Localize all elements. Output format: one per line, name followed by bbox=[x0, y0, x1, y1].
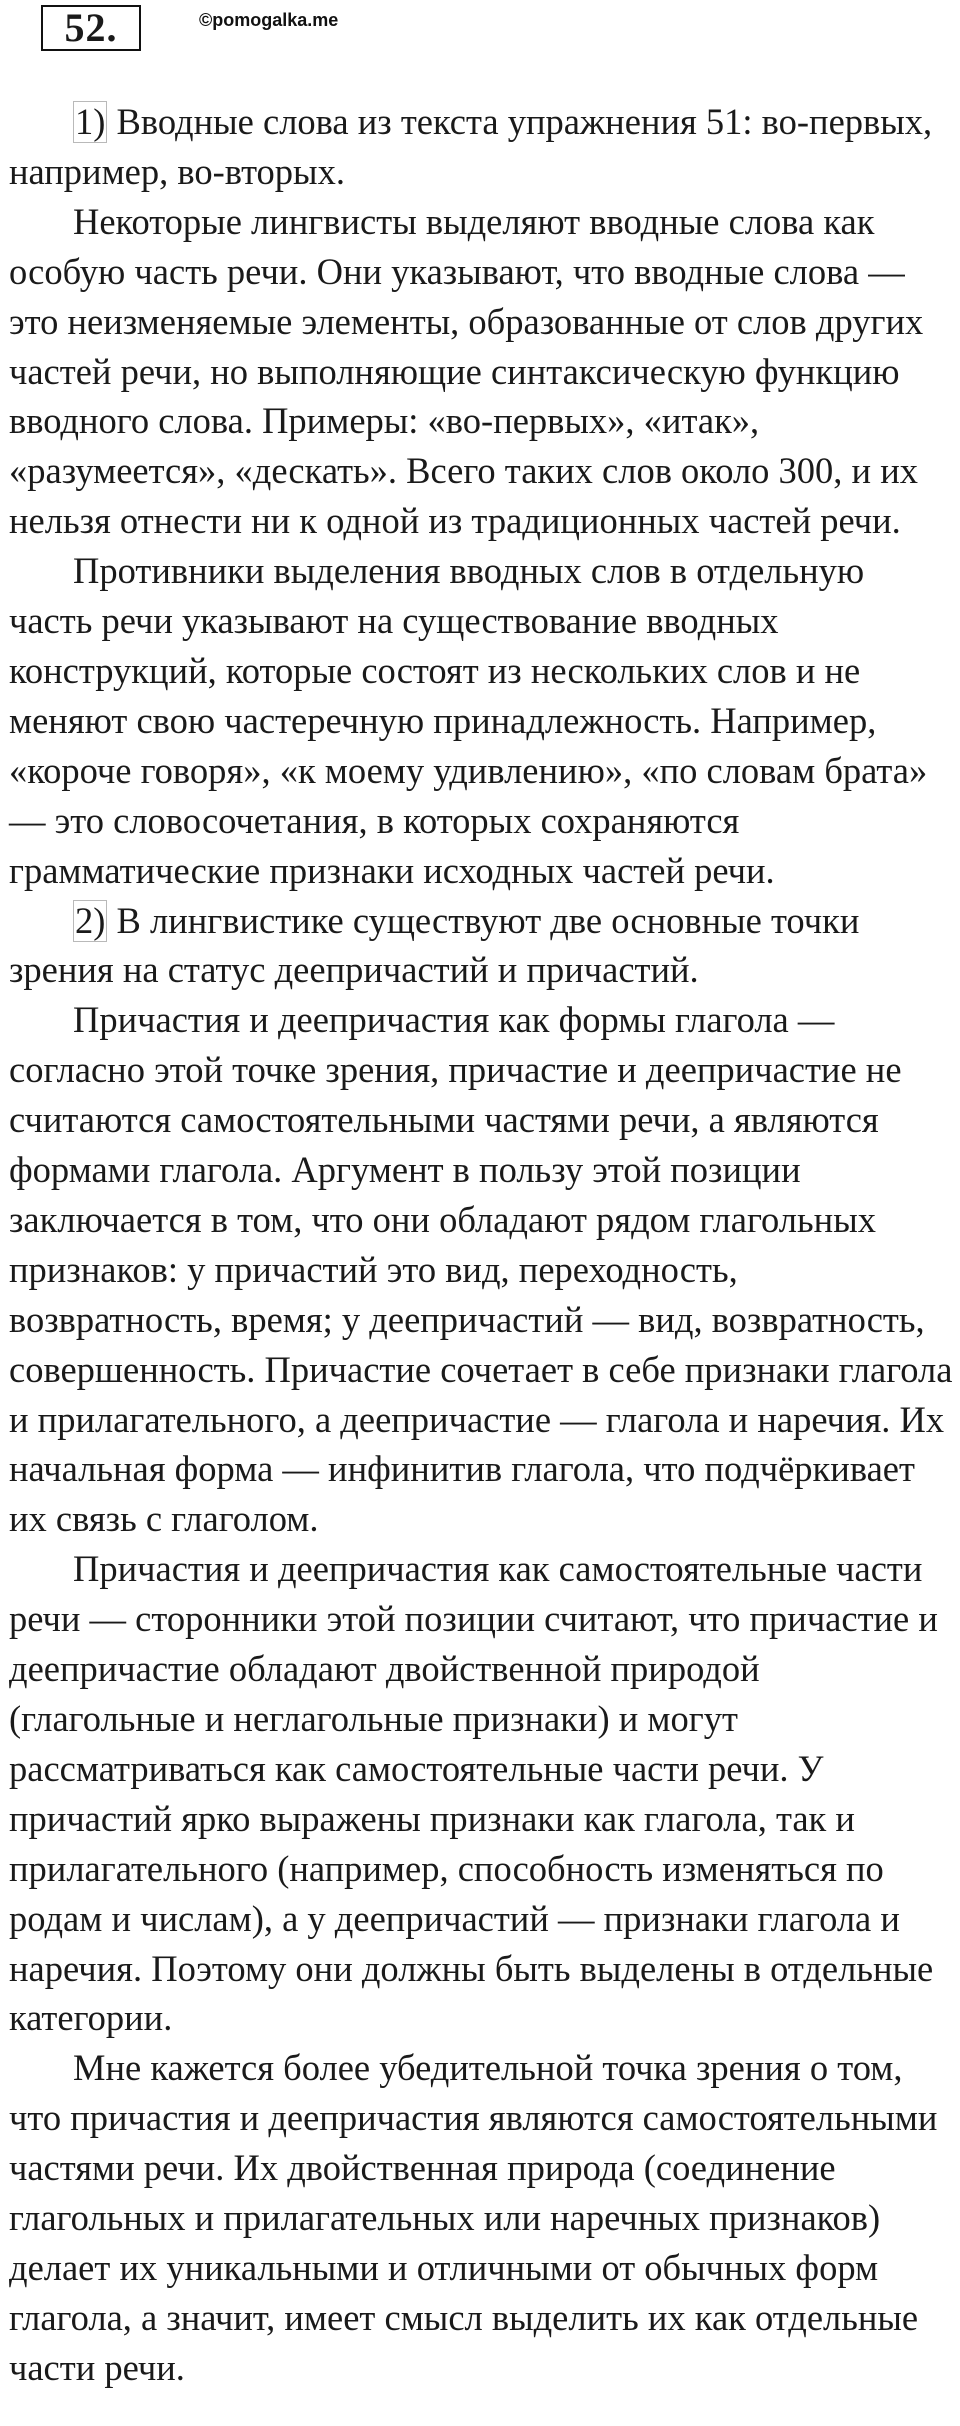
item-marker-2: 2) bbox=[75, 899, 106, 941]
watermark: ©pomogalka.me bbox=[199, 10, 339, 30]
paragraph-text: Причастия и деепричастия как самостоятельные части речи — сторонники этой позиции считают, что причастие и деепричастие обладают двойственной природой (глагольные и неглагольные признаки) и могут рассматриваться как самостоятельные части речи. У причастий ярко выражены признаки как глагола, так и прилагательного (например, способность изменяться по родам и числам), а у деепричастий — признаки глагола и наречия. Поэтому они должны быть выделены в отдельные категории. bbox=[9, 1548, 938, 2039]
paragraph-text: Вводные слова из текста упражнения 51: во-первых, например, во-вторых. bbox=[9, 101, 933, 192]
paragraph-7 bbox=[9, 2043, 954, 2392]
paragraph-2 bbox=[9, 197, 954, 546]
paragraph-text: В лингвистике существуют две основные точки зрения на статус деепричастий и причастий. bbox=[9, 899, 860, 991]
paragraph-text: Причастия и деепричастия как формы глагола — согласно этой точке зрения, причастие и деепричастие не считаются самостоятельными частями речи, а являются формами глагола. Аргумент в пользу этой позиции заключается в том, что они обладают рядом глагольных признаков: у причастий это вид, переходность, возвратность, время; у деепричастий — вид, возвратность, совершенность. Причастие сочетает в себе признаки глагола и прилагательного, а деепричастие — глагола и наречия. Их начальная форма — инфинитив глагола, что подчёркивает их связь с глаголом. bbox=[9, 999, 953, 1540]
paragraph-text: Некоторые лингвисты выделяют вводные слова как особую часть речи. Они указывают, что вводные слова — это неизменяемые элементы, образованные от слов других частей речи, но выполняющие синтаксическую функцию вводного слова. Примеры: «во-первых», «итак», «разумеется», «дескать». Всего таких слов около 300, и их нельзя отнести ни к одной из традиционных частей речи. bbox=[9, 200, 924, 542]
paragraph-3 bbox=[9, 546, 954, 895]
answer-text bbox=[9, 97, 954, 2393]
paragraph-5 bbox=[9, 995, 954, 1544]
paragraph-6 bbox=[9, 1544, 954, 2043]
paragraph-4 bbox=[9, 896, 954, 996]
exercise-number: 52. bbox=[41, 5, 141, 51]
paragraph-text: Мне кажется более убедительной точка зрения о том, что причастия и деепричастия являются самостоятельными частями речи. Их двойственная природа (соединение глагольных и прилагательных или наречных признаков) делает их уникальными и отличными от обычных форм глагола, а значит, имеет смысл выделить их как отдельные части речи. bbox=[9, 2047, 938, 2388]
item-marker-1: 1) bbox=[75, 101, 106, 142]
page-header bbox=[0, 0, 960, 60]
paragraph-text: Противники выделения вводных слов в отдельную часть речи указывают на существование вводных конструкций, которые состоят из нескольких слов и не меняют свою частеречную принадлежность. Например, «короче говоря», «к моему удивлению», «по словам брата» — это словосочетания, в которых сохраняются грамматические признаки исходных частей речи. bbox=[9, 550, 928, 891]
paragraph-1 bbox=[9, 97, 954, 197]
